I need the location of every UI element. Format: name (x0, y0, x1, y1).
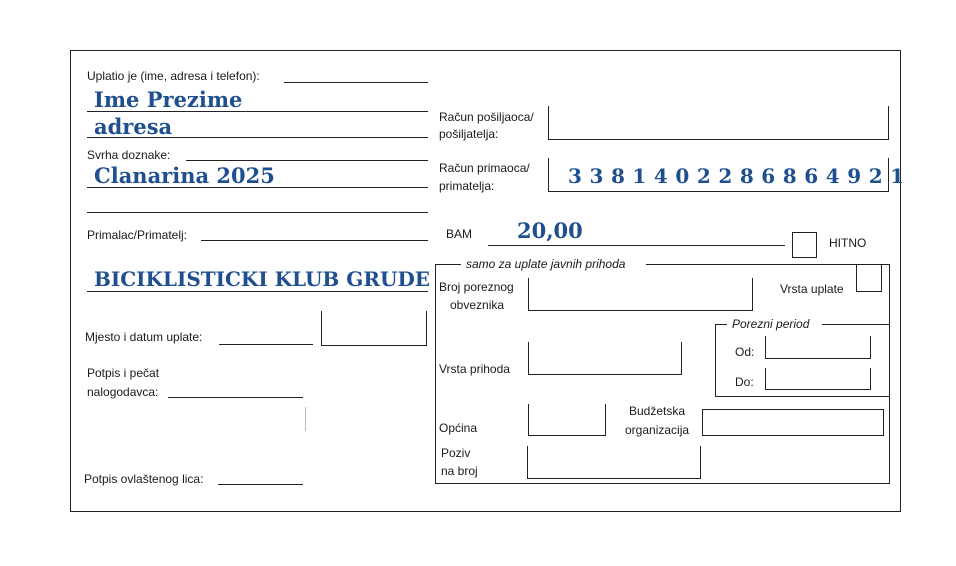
vrsta-prihoda-field[interactable] (528, 342, 682, 375)
ovlasteni-label: Potpis ovlaštenog lica: (84, 472, 204, 486)
poziv-na-broj-field[interactable] (527, 446, 701, 479)
potpis-label-1: Potpis i pečat (87, 366, 160, 380)
amount-line (488, 245, 785, 246)
vrsta-uplate-field[interactable] (856, 265, 882, 292)
budzetska-field[interactable] (702, 409, 884, 436)
potpis-line (168, 397, 303, 398)
od-field[interactable] (765, 336, 871, 359)
hitno-label: HITNO (829, 236, 867, 250)
opcina-label: Općina (439, 421, 478, 435)
primalac-label: Primalac/Primatelj: (87, 228, 188, 242)
do-label: Do: (735, 375, 754, 389)
broj-poreznog-label-1: Broj poreznog (439, 280, 514, 294)
javni-top-right (646, 264, 890, 265)
od-label: Od: (735, 345, 755, 359)
mjesto-line (219, 344, 313, 345)
recipient-field[interactable]: BICIKLISTICKI KLUB GRUDE (94, 267, 431, 291)
racun-posiljaoca-label-1: Račun pošiljaoca/ (439, 110, 534, 124)
broj-poreznog-label-2: obveznika (450, 298, 505, 312)
vrsta-prihoda-label: Vrsta prihoda (439, 362, 510, 376)
mjesto-label: Mjesto i datum uplate: (85, 330, 203, 344)
javni-top-left (435, 264, 461, 265)
hitno-checkbox[interactable] (792, 232, 817, 258)
svrha-line (186, 160, 428, 161)
porezni-top-left (715, 324, 727, 325)
budzetska-label-1: Budžetska (629, 404, 686, 418)
primalac-line (201, 240, 428, 241)
opcina-field[interactable] (528, 404, 606, 436)
payer-address-field[interactable]: adresa (94, 114, 173, 139)
svrha-label: Svrha doznake: (87, 148, 171, 162)
poziv-label-2: na broj (441, 464, 478, 478)
poziv-label-1: Poziv (441, 446, 471, 460)
vrsta-uplate-label: Vrsta uplate (780, 282, 844, 296)
potpis-divider (305, 407, 306, 431)
currency-label: BAM (446, 227, 473, 241)
purpose-line-2 (87, 212, 428, 213)
recipient-line (87, 291, 428, 292)
racun-primaoca-label-1: Račun primaoca/ (439, 161, 530, 175)
payer-name-field[interactable]: Ime Prezime (94, 87, 243, 112)
do-field[interactable] (765, 368, 871, 390)
racun-primaoca-label-2: primatelja: (439, 179, 495, 193)
uplatio-line (284, 82, 428, 83)
budzetska-label-2: organizacija (625, 423, 690, 437)
date-box[interactable] (321, 311, 427, 346)
porezni-top-right (822, 324, 889, 325)
recipient-account-field[interactable]: 3 3 8 1 4 0 2 2 8 6 8 6 4 9 2 1 (568, 164, 905, 188)
javni-title: samo za uplate javnih prihoda (466, 257, 626, 271)
sender-account-field[interactable] (548, 106, 889, 140)
payer-address-line (87, 137, 428, 138)
date-box-right (426, 311, 427, 346)
potpis-label-2: nalogodavca: (87, 385, 159, 399)
uplatio-label: Uplatio je (ime, adresa i telefon): (87, 69, 260, 83)
purpose-line (87, 187, 428, 188)
purpose-field[interactable]: Clanarina 2025 (94, 163, 275, 188)
porezni-period-label: Porezni period (732, 317, 810, 331)
ovlasteni-line (218, 484, 303, 485)
broj-poreznog-field[interactable] (528, 278, 753, 311)
racun-posiljaoca-label-2: pošiljatelja: (439, 127, 499, 141)
amount-field[interactable]: 20,00 (517, 218, 583, 243)
payer-name-line (87, 111, 428, 112)
